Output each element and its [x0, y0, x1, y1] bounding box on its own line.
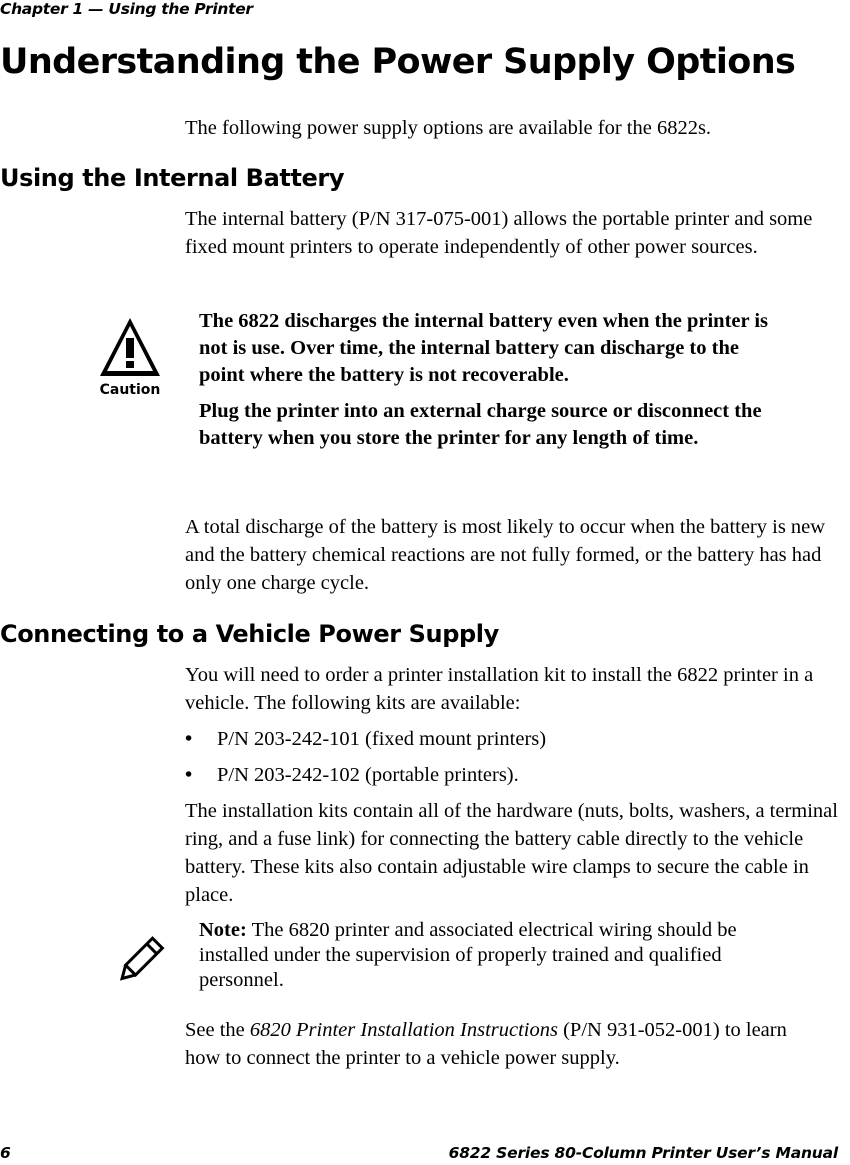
- caution-icon: [98, 314, 162, 398]
- bullet-icon: •: [185, 764, 193, 786]
- vehicle-paragraph-2: The installation kits contain all of the hardware (nuts, bolts, washers, a terminal ring, and a fuse link) for connecting the battery cable directly to the vehicle battery. These kits also contain adjustable wire clamps to secure the cable in place.: [185, 800, 838, 906]
- chapter-header: Chapter 1 — Using the Printer: [0, 0, 253, 18]
- caution-text-1: The 6822 discharges the internal battery even when the printer is not is use. Over time, the internal battery can discharge to the point where the battery is not recoverable.: [199, 310, 769, 386]
- caution-text-2: Plug the printer into an external charge source or disconnect the battery when you store the printer for any length of time.: [199, 400, 762, 449]
- bullet-icon: •: [185, 728, 193, 750]
- note-body: The 6820 printer and associated electrical wiring should be installed under the supervision of properly trained and qualified personnel.: [199, 919, 737, 991]
- vehicle-paragraph-1: You will need to order a printer installation kit to install the 6822 printer in a vehicle. The following kits are available:: [185, 664, 814, 714]
- see-also-doc-title: 6820 Printer Installation Instructions: [249, 1019, 558, 1041]
- battery-paragraph-2: A total discharge of the battery is most likely to occur when the battery is new and the battery chemical reactions are not fully formed, or the battery has had only one charge cycle.: [185, 516, 826, 594]
- section-heading-vehicle-power: Connecting to a Vehicle Power Supply: [0, 620, 499, 648]
- battery-paragraph-1: The internal battery (P/N 317-075-001) allows the portable printer and some fixed mount printers to operate independently of other power sources.: [185, 208, 813, 258]
- page-number: 6: [0, 1144, 11, 1162]
- caution-icon-label: Caution: [99, 382, 161, 398]
- pencil-icon: [114, 928, 174, 988]
- intro-paragraph: The following power supply options are available for the 6822s.: [185, 117, 712, 139]
- page-title: Understanding the Power Supply Options: [0, 42, 796, 82]
- section-heading-internal-battery: Using the Internal Battery: [0, 164, 345, 192]
- see-also-paragraph: [185, 1016, 825, 1072]
- see-also-suffix: (P/N 931-052-001) to learn how to connect the printer to a vehicle power supply.: [185, 1019, 787, 1069]
- note-text: [199, 918, 799, 993]
- list-item-text: P/N 203-242-101 (fixed mount printers): [217, 728, 547, 750]
- list-item-text: P/N 203-242-102 (portable printers).: [217, 764, 519, 786]
- manual-title: 6822 Series 80-Column Printer User’s Manual: [448, 1144, 838, 1162]
- see-also-prefix: See the: [185, 1019, 250, 1041]
- note-label: Note:: [199, 919, 247, 941]
